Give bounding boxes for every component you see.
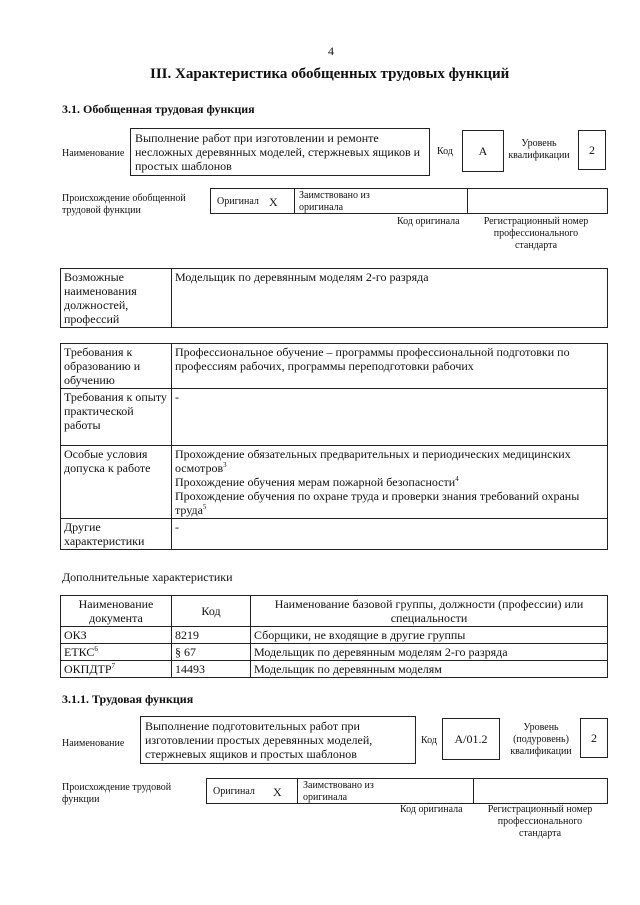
- tf-name-value: Выполнение подготовительных работ при изготовлении простых деревянных моделей, стержневых ящиков и простых шаблонов: [140, 716, 416, 764]
- education-label: Требования к образованию и обучению: [61, 344, 172, 389]
- gtf-original-label: Оригинал: [217, 196, 259, 207]
- positions-row: [61, 269, 608, 328]
- code-cell: 8219: [172, 627, 251, 644]
- tf-origin-label: Происхождение трудовой функции: [62, 782, 172, 805]
- requirements-row: [61, 446, 608, 519]
- additional-table: [60, 595, 608, 678]
- gtf-level-value: 2: [578, 130, 606, 170]
- gtf-orig-code-label: Код оригинала: [397, 216, 460, 227]
- gtf-heading: 3.1. Обобщенная трудовая функция: [62, 102, 255, 116]
- requirements-row: [61, 389, 608, 446]
- admission-value: [172, 446, 608, 519]
- education-value: Профессиональное обучение – программы профессиональной подготовки по профессиям рабочих, программы переподготовки рабочих: [172, 344, 608, 389]
- tf-heading: 3.1.1. Трудовая функция: [62, 692, 194, 706]
- gtf-borrowed-label: Заимствовано из оригинала: [299, 190, 370, 213]
- table-row: [61, 644, 608, 661]
- footnote-ref-6: 6: [94, 645, 98, 653]
- tf-borrowed-label: Заимствовано из оригинала: [303, 780, 374, 803]
- admission-line-3: Прохождение обучения по охране труда и проверки знания требований охраны труда: [175, 489, 580, 517]
- gtf-level-label: Уровень квалификации: [508, 138, 570, 161]
- page-number: 4: [328, 44, 334, 58]
- tf-orig-code-label: Код оригинала: [400, 804, 463, 815]
- gtf-origin-box: [210, 188, 608, 214]
- header-code: Код: [172, 596, 251, 627]
- admission-line-2: Прохождение обучения мерам пожарной безопасности: [175, 475, 456, 489]
- gtf-name-value: Выполнение работ при изготовлении и ремонте несложных деревянных моделей, стержневых ящиков и простых шаблонов: [130, 128, 430, 176]
- tf-reg-number-label: Регистрационный номер профессионального стандарта: [487, 804, 593, 839]
- section-title: III. Характеристика обобщенных трудовых функций: [150, 66, 510, 82]
- group-cell: Сборщики, не входящие в другие группы: [251, 627, 608, 644]
- gtf-code-label: Код: [437, 146, 453, 157]
- group-cell: Модельщик по деревянным моделям: [251, 661, 608, 678]
- doc-cell: [61, 627, 172, 644]
- doc-name: ЕТКС: [64, 645, 95, 659]
- requirements-table: [60, 343, 608, 550]
- tf-name-label: Наименование: [62, 738, 125, 749]
- table-row: [61, 661, 608, 678]
- doc-cell: [61, 644, 172, 661]
- tf-code-label: Код: [421, 735, 437, 746]
- tf-original-mark: X: [273, 785, 282, 799]
- requirements-row: [61, 519, 608, 550]
- tf-code-value: А/01.2: [442, 718, 500, 760]
- group-cell: Модельщик по деревянным моделям 2-го разряда: [251, 644, 608, 661]
- doc-cell: [61, 661, 172, 678]
- tf-original-label: Оригинал: [213, 786, 255, 797]
- experience-value: -: [172, 389, 608, 446]
- table-row: [61, 627, 608, 644]
- footnote-ref-4: 4: [455, 475, 459, 483]
- other-label: Другие характеристики: [61, 519, 172, 550]
- doc-name: ОКПДТР: [64, 662, 112, 676]
- tf-origin-box: [206, 778, 608, 804]
- gtf-original-mark: X: [269, 195, 278, 209]
- other-value: -: [172, 519, 608, 550]
- experience-label: Требования к опыту практической работы: [61, 389, 172, 446]
- gtf-name-label: Наименование: [62, 148, 125, 159]
- positions-value: Модельщик по деревянным моделям 2-го разряда: [172, 269, 608, 328]
- tf-level-label: Уровень (подуровень) квалификации: [510, 722, 572, 757]
- additional-header-row: [61, 596, 608, 627]
- header-group-name: Наименование базовой группы, должности (профессии) или специальности: [251, 596, 608, 627]
- admission-label: Особые условия допуска к работе: [61, 446, 172, 519]
- footnote-ref-3: 3: [223, 461, 227, 469]
- positions-label: Возможные наименования должностей, профессий: [61, 269, 172, 328]
- footnote-ref-7: 7: [111, 662, 116, 670]
- code-cell: 14493: [172, 661, 251, 678]
- tf-level-value: 2: [580, 718, 608, 758]
- positions-table: [60, 268, 608, 328]
- gtf-reg-number-label: Регистрационный номер профессионального стандарта: [483, 216, 589, 251]
- additional-title: Дополнительные характеристики: [62, 570, 233, 584]
- header-document: Наименование документа: [61, 596, 172, 627]
- doc-name: ОКЗ: [64, 628, 87, 642]
- gtf-origin-label: Происхождение обобщенной трудовой функции: [62, 193, 186, 216]
- code-cell: § 67: [172, 644, 251, 661]
- requirements-row: [61, 344, 608, 389]
- gtf-code-value: А: [462, 130, 504, 172]
- footnote-ref-5: 5: [202, 503, 207, 511]
- admission-line-1: Прохождение обязательных предварительных и периодических медицинских осмотров: [175, 447, 571, 475]
